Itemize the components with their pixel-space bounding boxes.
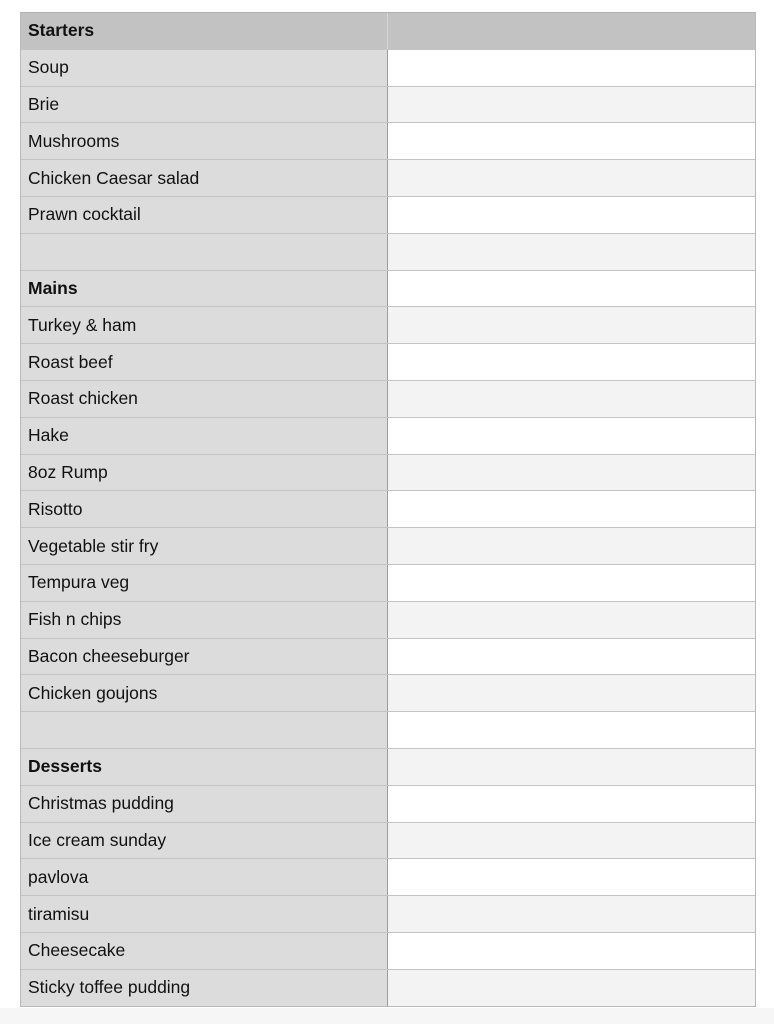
item-value-cell[interactable] (388, 528, 755, 564)
item-label-cell[interactable]: Soup (21, 50, 388, 86)
item-value-cell[interactable] (388, 823, 755, 859)
window-bottom-strip (0, 1008, 774, 1024)
item-value-cell[interactable] (388, 859, 755, 895)
item-label-cell[interactable]: Sticky toffee pudding (21, 970, 388, 1006)
table-row (21, 233, 755, 270)
item-label-cell[interactable]: Turkey & ham (21, 307, 388, 343)
table-row (21, 601, 755, 638)
header-cell-starters[interactable]: Starters (21, 13, 388, 49)
item-value-cell[interactable] (388, 933, 755, 969)
item-label-cell[interactable]: pavlova (21, 859, 388, 895)
table-row (21, 417, 755, 454)
item-label-cell[interactable] (21, 234, 388, 270)
item-label-cell[interactable]: 8oz Rump (21, 455, 388, 491)
item-label-cell[interactable]: Fish n chips (21, 602, 388, 638)
table-row (21, 306, 755, 343)
section-heading-cell[interactable]: Desserts (21, 749, 388, 785)
item-value-cell[interactable] (388, 50, 755, 86)
item-value-cell[interactable] (388, 123, 755, 159)
table-row (21, 785, 755, 822)
table-row (21, 527, 755, 564)
table-row (21, 711, 755, 748)
menu-table (20, 12, 756, 1007)
item-value-cell[interactable] (388, 749, 755, 785)
item-label-cell[interactable]: Roast chicken (21, 381, 388, 417)
item-value-cell[interactable] (388, 712, 755, 748)
table-row (21, 822, 755, 859)
item-label-cell[interactable]: Prawn cocktail (21, 197, 388, 233)
table-row (21, 638, 755, 675)
item-label-cell[interactable]: Tempura veg (21, 565, 388, 601)
item-label-cell[interactable]: tiramisu (21, 896, 388, 932)
item-label-cell[interactable]: Christmas pudding (21, 786, 388, 822)
item-value-cell[interactable] (388, 307, 755, 343)
item-label-cell[interactable]: Brie (21, 87, 388, 123)
item-value-cell[interactable] (388, 455, 755, 491)
item-label-cell[interactable]: Risotto (21, 491, 388, 527)
item-value-cell[interactable] (388, 197, 755, 233)
table-header-row (21, 12, 755, 49)
item-value-cell[interactable] (388, 381, 755, 417)
item-value-cell[interactable] (388, 675, 755, 711)
table-row (21, 122, 755, 159)
item-value-cell[interactable] (388, 87, 755, 123)
table-row (21, 270, 755, 307)
item-value-cell[interactable] (388, 160, 755, 196)
header-cell-value[interactable] (388, 13, 755, 49)
item-value-cell[interactable] (388, 786, 755, 822)
item-label-cell[interactable]: Hake (21, 418, 388, 454)
item-value-cell[interactable] (388, 491, 755, 527)
table-row (21, 895, 755, 932)
section-heading-cell[interactable]: Mains (21, 271, 388, 307)
table-row (21, 343, 755, 380)
table-row (21, 490, 755, 527)
item-value-cell[interactable] (388, 896, 755, 932)
item-label-cell[interactable]: Mushrooms (21, 123, 388, 159)
item-label-cell[interactable]: Roast beef (21, 344, 388, 380)
table-row (21, 748, 755, 785)
item-label-cell[interactable]: Chicken Caesar salad (21, 160, 388, 196)
item-value-cell[interactable] (388, 970, 755, 1006)
item-value-cell[interactable] (388, 271, 755, 307)
table-row (21, 932, 755, 969)
table-row (21, 454, 755, 491)
table-row (21, 674, 755, 711)
table-row (21, 380, 755, 417)
item-value-cell[interactable] (388, 565, 755, 601)
table-row (21, 969, 755, 1006)
item-value-cell[interactable] (388, 602, 755, 638)
item-value-cell[interactable] (388, 234, 755, 270)
item-value-cell[interactable] (388, 344, 755, 380)
item-label-cell[interactable] (21, 712, 388, 748)
table-row (21, 86, 755, 123)
table-row (21, 564, 755, 601)
item-label-cell[interactable]: Chicken goujons (21, 675, 388, 711)
item-label-cell[interactable]: Cheesecake (21, 933, 388, 969)
table-row (21, 159, 755, 196)
item-label-cell[interactable]: Vegetable stir fry (21, 528, 388, 564)
item-label-cell[interactable]: Ice cream sunday (21, 823, 388, 859)
table-row (21, 196, 755, 233)
table-row (21, 858, 755, 895)
item-value-cell[interactable] (388, 639, 755, 675)
table-row (21, 49, 755, 86)
item-value-cell[interactable] (388, 418, 755, 454)
item-label-cell[interactable]: Bacon cheeseburger (21, 639, 388, 675)
